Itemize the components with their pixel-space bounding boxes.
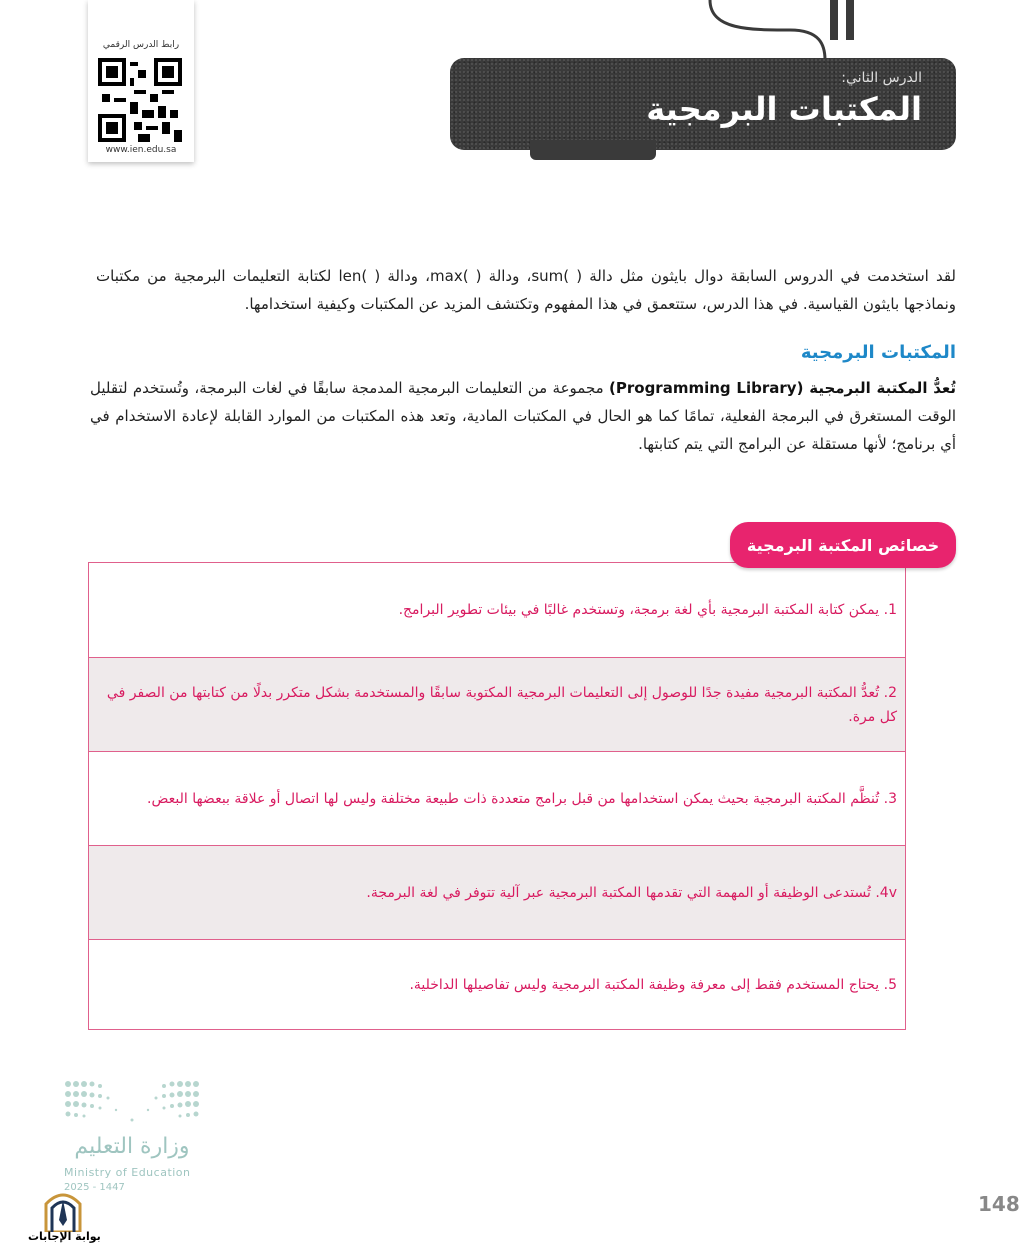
definition-text: مجموعة من التعليمات البرمجية المدمجة سابقًا في لغات البرمجة، وتُستخدم لتقليل الوقت المستغرق في البرمجة الفعلية، تمامًا كما هو الحال في المكتبات المادية، وتعد هذه المكتبات من الموارد القابلة لإعادة الاستخدام في أي برنامج؛ لأنها مستقلة عن البرامج التي يتم كتابتها. [90,379,956,453]
feature-text: 1. يمكن كتابة المكتبة البرمجية بأي لغة برمجة، وتستخدم غالبًا في بيئات تطوير البرامج. [398,602,897,618]
page-number: 148 [978,1192,1020,1216]
qr-code[interactable] [98,58,182,142]
feature-text: 2. تُعدُّ المكتبة البرمجية مفيدة جدًا للوصول إلى التعليمات البرمجية المكتوبة سابقًا والمستخدمة بشكل متكرر بدلًا من كتابتها من الصفر في كل مرة. [106,684,897,725]
feature-text: 5. يحتاج المستخدم فقط إلى معرفة وظيفة المكتبة البرمجية وليس تفاصيلها الداخلية. [409,977,897,993]
feature-item [89,563,905,657]
feature-text: 4v. تُستدعى الوظيفة أو المهمة التي تقدمها المكتبة البرمجية عبر آلية تتوفر في لغة البرمجة. [366,884,897,901]
feature-text: 3. تُنظَّم المكتبة البرمجية بحيث يمكن استخدامها من قبل برامج متعددة ذات طبيعة مختلفة وليس لها اتصال أو علاقة ببعضها البعض. [147,790,897,807]
feature-item [89,845,905,939]
cable-decoration [690,0,890,60]
qr-url[interactable]: www.ien.edu.sa [105,145,177,155]
intro-paragraph: لقد استخدمت في الدروس السابقة دوال بايثون مثل دالة ( )sum، ودالة ( )max، ودالة ( )len لكتابة التعليمات البرمجية من مكتبات ونماذجها بايثون القياسية. في هذا الدرس، ستتعمق في هذا المفهوم وتكتشف المزيد عن المكتبات وكيفية استخدامها. [96,267,956,313]
definition-paragraph [90,374,956,458]
portal-logo-icon [40,1186,86,1232]
definition-term: تُعدُّ المكتبة البرمجية (Programming Library) [609,379,957,397]
feature-item [89,657,905,751]
features-title: خصائص المكتبة البرمجية [730,522,956,568]
lesson-title: المكتبات البرمجية [646,90,922,128]
feature-item [89,751,905,845]
ministry-name-en: Ministry of Education [64,1166,191,1179]
qr-caption: رابط الدرس الرقمي [102,40,180,50]
lesson-label: الدرس الثاني: [841,70,922,86]
qr-card[interactable] [88,0,194,162]
ministry-logo-icon [64,1078,200,1126]
ministry-name-ar: وزارة التعليم [74,1134,190,1159]
portal-label: بوابة الإجابات [28,1230,101,1243]
feature-item [89,939,905,1030]
ministry-year: 2025 - 1447 [64,1182,125,1193]
section-heading: المكتبات البرمجية [800,342,956,363]
lesson-banner-tab [530,140,656,160]
features-box [88,562,906,1030]
